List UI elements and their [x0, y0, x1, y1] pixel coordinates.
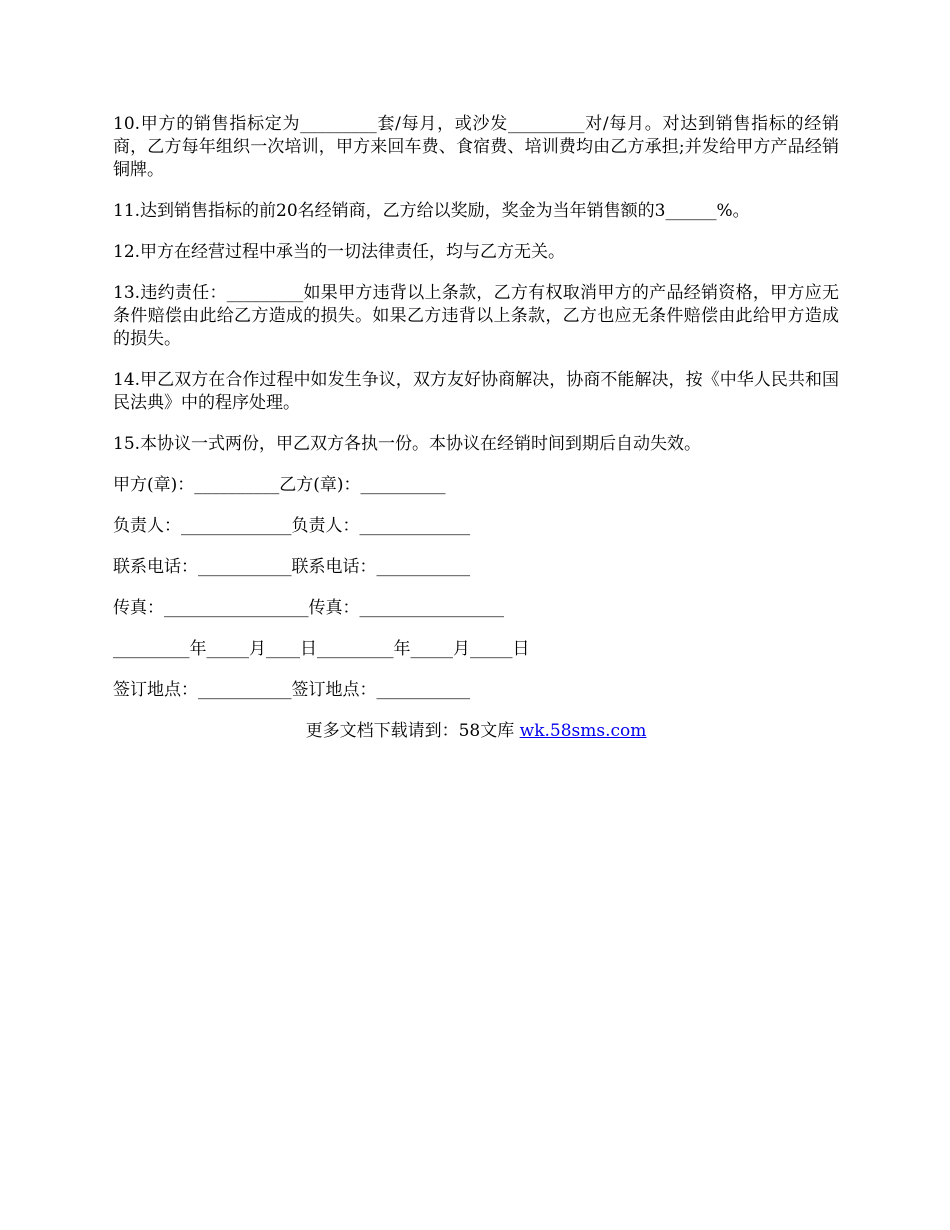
clause-13: 13.违约责任：_________如果甲方违背以上条款，乙方有权取消甲方的产品经销资格，甲方应无条件赔偿由此给乙方造成的损失。如果乙方违背以上条款，乙方也应无条件赔偿由此给甲方造成的损失。: [113, 283, 839, 349]
clause-10: 10.甲方的销售指标定为_________套/每月，或沙发_________对/每月。对达到销售指标的经销商，乙方每年组织一次培训，甲方来回车费、食宿费、培训费均由乙方承担;并发给甲方产品经销铜牌。: [113, 114, 839, 180]
footer-text: 更多文档下载请到：58文库: [305, 721, 520, 741]
responsible-person-line: 负责人：_____________负责人：_____________: [113, 516, 470, 536]
seal-line: 甲方(章)：__________乙方(章)：__________: [113, 475, 446, 495]
signing-place-line: 签订地点：___________签订地点：___________: [113, 680, 470, 700]
clause-14: 14.甲乙双方在合作过程中如发生争议，双方友好协商解决，协商不能解决，按《中华人民共和国民法典》中的程序处理。: [113, 370, 839, 413]
clause-15: 15.本协议一式两份，甲乙双方各执一份。本协议在经销时间到期后自动失效。: [113, 434, 702, 454]
footer: [113, 720, 839, 743]
fax-line: 传真：_________________传真：_________________: [113, 598, 504, 618]
clause-12: 12.甲方在经营过程中承当的一切法律责任，均与乙方无关。: [113, 242, 566, 262]
document-body: [113, 113, 839, 743]
clause-11: 11.达到销售指标的前20名经销商，乙方给以奖励，奖金为当年销售额的3______%。: [113, 201, 750, 221]
phone-line: 联系电话：___________联系电话：___________: [113, 557, 470, 577]
date-line: _________年_____月____日_________年_____月_____日: [113, 639, 530, 659]
footer-link[interactable]: wk.58sms.com: [519, 721, 647, 741]
